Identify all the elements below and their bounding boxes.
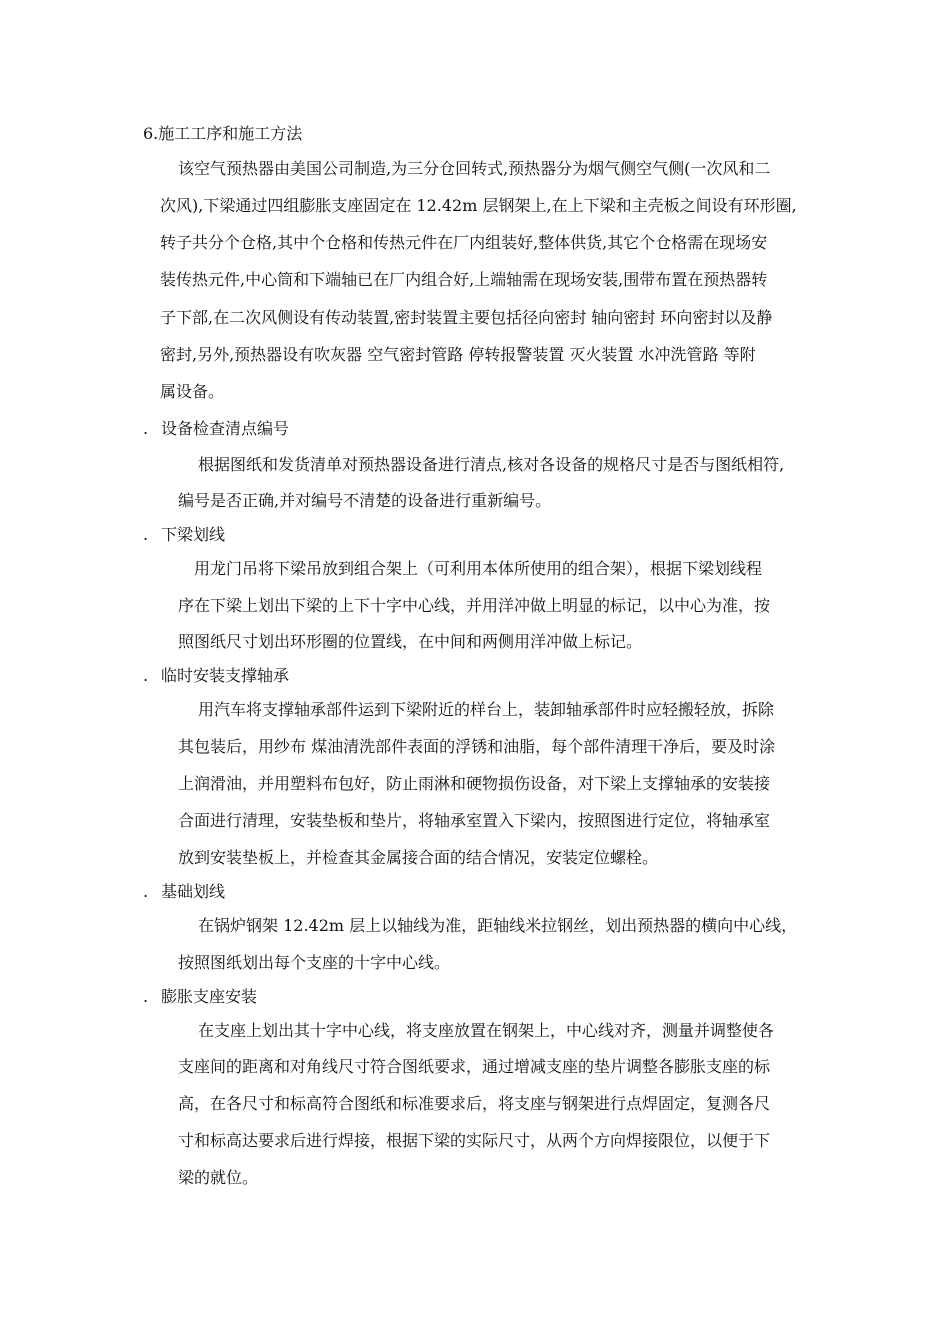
intro-line: 子下部,在二次风侧设有传动装置,密封装置主要包括径向密封 轴向密封 环向密封以及静 bbox=[160, 308, 773, 327]
item-bullet: . bbox=[143, 525, 149, 544]
intro-line: 次风),下梁通过四组膨胀支座固定在 12.42m 层钢架上,在上下梁和主壳板之间设有环形圈, bbox=[160, 196, 797, 215]
item-title: 膨胀支座安装 bbox=[161, 987, 258, 1006]
item-line: 根据图纸和发货清单对预热器设备进行清点,核对各设备的规格尺寸是否与图纸相符, bbox=[198, 455, 785, 474]
item-line: 放到安装垫板上，并检查其金属接合面的结合情况，安装定位螺栓。 bbox=[178, 848, 659, 867]
item-heading bbox=[143, 987, 257, 1007]
item-line: 上润滑油，并用塑料布包好，防止雨淋和硬物损伤设备，对下梁上支撑轴承的安装接 bbox=[178, 774, 771, 793]
item-line: 在锅炉钢架 12.42m 层上以轴线为准，距轴线米拉钢丝，划出预热器的横向中心线， bbox=[198, 916, 798, 935]
item-line: 按照图纸划出每个支座的十字中心线。 bbox=[178, 953, 451, 972]
intro-line: 转子共分个仓格,其中个仓格和传热元件在厂内组装好,整体供货,其它个仓格需在现场安 bbox=[160, 233, 768, 252]
item-line: 用汽车将支撑轴承部件运到下梁附近的样台上，装卸轴承部件时应轻搬轻放，拆除 bbox=[198, 700, 775, 719]
item-line: 序在下梁上划出下梁的上下十字中心线，并用洋冲做上明显的标记，以中心为准，按 bbox=[178, 596, 771, 615]
item-bullet: . bbox=[143, 987, 149, 1006]
item-title: 临时安装支撑轴承 bbox=[161, 666, 290, 685]
item-bullet: . bbox=[143, 666, 149, 685]
item-heading bbox=[143, 882, 225, 902]
intro-line: 装传热元件,中心筒和下端轴已在厂内组合好,上端轴需在现场安装,围带布置在预热器转 bbox=[160, 270, 768, 289]
item-heading bbox=[143, 419, 289, 439]
intro-line: 该空气预热器由美国公司制造,为三分仓回转式,预热器分为烟气侧空气侧(一次风和二 bbox=[178, 159, 771, 178]
item-bullet: . bbox=[143, 419, 149, 438]
item-line: 用龙门吊将下梁吊放到组合架上（可利用本体所使用的组合架），根据下梁划线程 bbox=[194, 559, 763, 578]
item-line: 寸和标高达要求后进行焊接，根据下梁的实际尺寸，从两个方向焊接限位，以便于下 bbox=[178, 1131, 771, 1150]
item-line: 支座间的距离和对角线尺寸符合图纸要求，通过增减支座的垫片调整各膨胀支座的标 bbox=[178, 1057, 771, 1076]
item-heading bbox=[143, 525, 225, 545]
intro-line: 密封,另外,预热器设有吹灰器 空气密封管路 停转报警装置 灭火装置 水冲洗管路 等附 bbox=[160, 345, 756, 364]
item-line: 在支座上划出其十字中心线，将支座放置在钢架上，中心线对齐，测量并调整使各 bbox=[198, 1021, 775, 1040]
item-line: 高，在各尺寸和标高符合图纸和标准要求后，将支座与钢架进行点焊固定，复测各尺 bbox=[178, 1094, 771, 1113]
section-title: 6.施工工序和施工方法 bbox=[143, 124, 303, 143]
item-line: 编号是否正确,并对编号不清楚的设备进行重新编号。 bbox=[178, 491, 552, 510]
item-title: 基础划线 bbox=[161, 882, 226, 901]
item-title: 下梁划线 bbox=[161, 525, 226, 544]
item-line: 合面进行清理，安装垫板和垫片，将轴承室置入下梁内，按照图进行定位，将轴承室 bbox=[178, 811, 771, 830]
item-bullet: . bbox=[143, 882, 149, 901]
item-line: 照图纸尺寸划出环形圈的位置线，在中间和两侧用洋冲做上标记。 bbox=[178, 632, 643, 651]
item-line: 其包装后，用纱布 煤油清洗部件表面的浮锈和油脂，每个部件清理干净后，要及时涂 bbox=[178, 737, 776, 756]
intro-line: 属设备。 bbox=[160, 382, 225, 401]
item-heading bbox=[143, 666, 289, 686]
item-title: 设备检查清点编号 bbox=[161, 419, 290, 438]
item-line: 梁的就位。 bbox=[178, 1168, 259, 1187]
